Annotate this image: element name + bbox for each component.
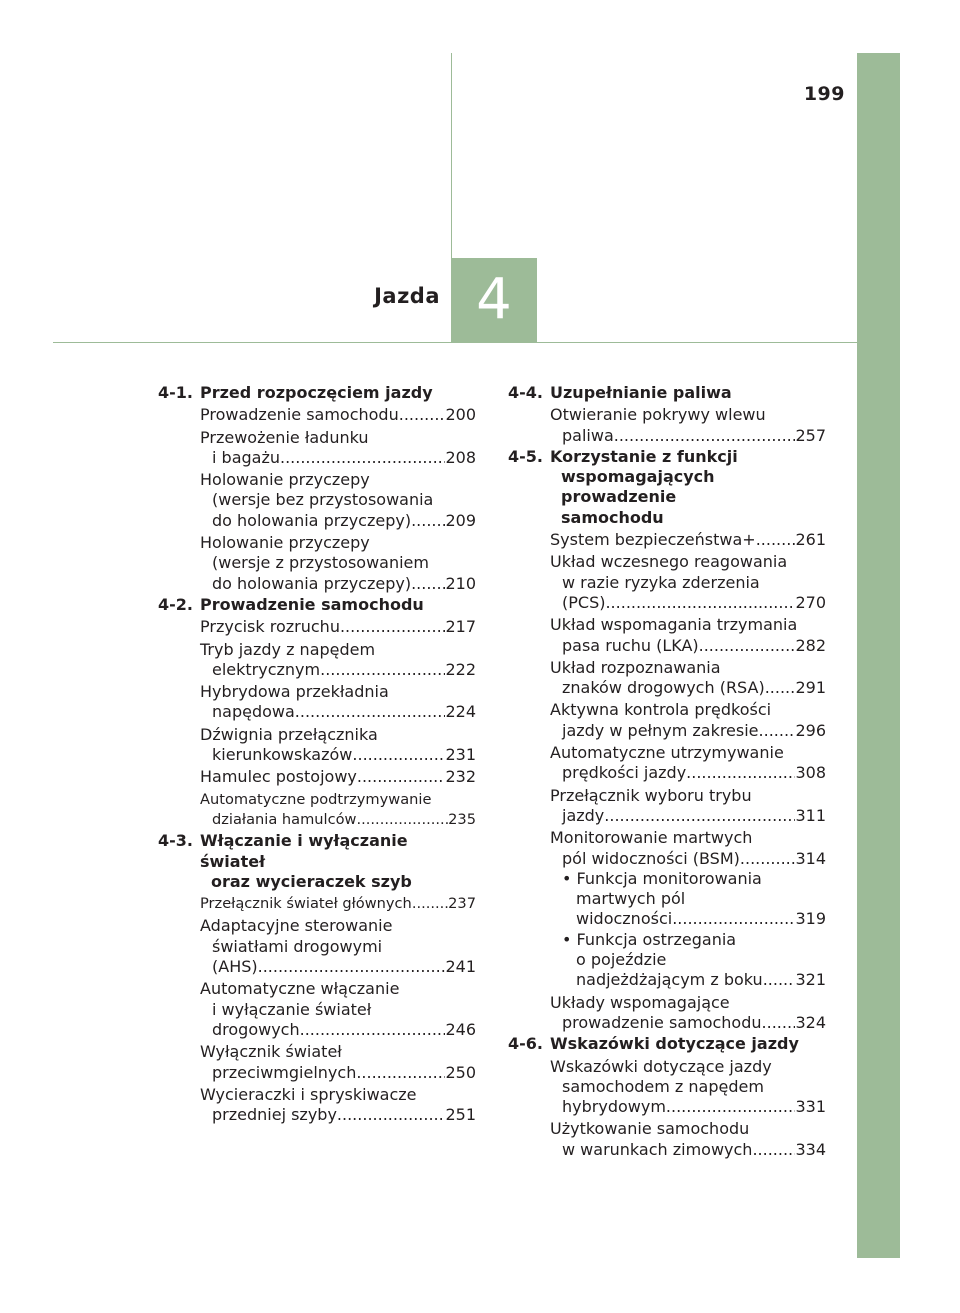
entry-title-line: znaków drogowych (RSA) (562, 678, 765, 698)
entry-title-line: i bagażu (212, 447, 280, 467)
entry-last-line (200, 810, 476, 830)
section-title-line: Uzupełnianie paliwa (550, 383, 732, 402)
entry-title-line: Przewożenie ładunku (200, 427, 369, 447)
entry-page-number: 200 (445, 405, 476, 425)
entry-last-line (550, 849, 826, 869)
dot-leader (686, 763, 795, 783)
entry-title-line: Układ wczesnego reagowania (550, 552, 788, 572)
dot-leader (605, 593, 795, 613)
dot-leader (763, 970, 796, 990)
entry-title-line: • Funkcja ostrzegania (562, 929, 737, 949)
toc-entry[interactable] (200, 682, 476, 723)
entry-last-line (200, 511, 476, 531)
entry-title-line: Przełącznik świateł głównych (200, 895, 412, 913)
entry-page-number: 296 (795, 720, 826, 740)
entry-page-number: 209 (445, 510, 476, 530)
toc-section-heading (158, 383, 476, 403)
toc-entry[interactable] (200, 1042, 476, 1083)
entry-page-number: 282 (795, 635, 826, 655)
entry-last-line (550, 593, 826, 613)
entry-title-line: Układy wspomagające (550, 992, 730, 1012)
entry-last-line (550, 909, 826, 929)
chapter-number-badge: 4 (451, 258, 537, 342)
entry-last-line (200, 405, 476, 425)
entry-title-line: w warunkach zimowych (562, 1139, 753, 1159)
entry-title-line: jazdy (562, 805, 605, 825)
entry-title-line: jazdy w pełnym zakresie (562, 720, 759, 740)
entry-last-line (550, 426, 826, 446)
toc-entry[interactable] (200, 894, 476, 914)
section-number: 4-1. (158, 383, 193, 402)
entry-last-line (200, 894, 476, 914)
dot-leader (337, 1105, 446, 1125)
entry-title-line: napędowa (212, 702, 295, 722)
toc-section-heading (508, 383, 826, 403)
entry-title-line: Holowanie przyczepy (200, 470, 370, 490)
entry-page-number: 210 (445, 573, 476, 593)
section-title-line: Przed rozpoczęciem jazdy (200, 383, 433, 402)
entry-page-number: 261 (795, 530, 826, 550)
entry-last-line (200, 574, 476, 594)
chapter-side-tab (857, 53, 900, 1258)
section-title-line: Wskazówki dotyczące jazdy (550, 1034, 799, 1054)
entry-title-line: Przełącznik wyboru trybu (550, 785, 752, 805)
entry-title-line: Holowanie przyczepy (200, 533, 370, 553)
dot-leader (399, 405, 446, 425)
entry-page-number: 321 (795, 970, 826, 990)
dot-leader (699, 636, 796, 656)
toc-entry[interactable] (200, 470, 476, 531)
toc-entry[interactable] (200, 767, 476, 787)
entry-title-line: drogowych (212, 1019, 300, 1039)
toc-entry[interactable] (550, 552, 826, 613)
section-number: 4-5. (508, 446, 543, 466)
dot-leader (357, 810, 449, 830)
entry-title-line: martwych pól (576, 889, 686, 909)
toc-entry[interactable] (200, 405, 476, 425)
entry-title-line: Układ wspomagania trzymania (550, 615, 798, 635)
entry-title-line: prowadzenie samochodu (562, 1012, 762, 1032)
entry-title-line: Tryb jazdy z napędem (200, 639, 376, 659)
toc-entry[interactable] (550, 405, 826, 446)
toc-entry[interactable] (200, 790, 476, 831)
entry-page-number: 237 (448, 895, 476, 913)
entry-last-line (200, 617, 476, 637)
entry-page-number: 217 (445, 617, 476, 637)
dot-leader (411, 511, 445, 531)
entry-page-number: 257 (795, 425, 826, 445)
entry-page-number: 231 (445, 745, 476, 765)
entry-page-number: 222 (445, 659, 476, 679)
entry-title-line: widoczności (576, 909, 673, 929)
dot-leader (672, 909, 795, 929)
section-title-line: Prowadzenie samochodu (200, 594, 424, 614)
dot-leader (295, 702, 446, 722)
entry-title-line: • Funkcja monitorowania (562, 868, 762, 888)
dot-leader (759, 721, 796, 741)
toc-entry[interactable] (200, 533, 476, 594)
section-title-line: samochodu (561, 507, 664, 527)
entry-title-line: (PCS) (562, 592, 606, 612)
entry-title-line: przeciwmgielnych (212, 1062, 357, 1082)
toc-section-heading (508, 1034, 826, 1054)
entry-page-number: 208 (445, 447, 476, 467)
entry-title-line: do holowania przyczepy) (212, 573, 412, 593)
section-number: 4-2. (158, 594, 193, 614)
entry-title-line: przedniej szyby (212, 1105, 337, 1125)
entry-title-line: (wersje bez przystosowania (212, 490, 434, 510)
entry-title-line: Przycisk rozruchu (200, 617, 340, 637)
entry-title-line: o pojeździe (576, 950, 667, 970)
toc-entry[interactable] (200, 916, 476, 977)
entry-last-line (200, 448, 476, 468)
entry-last-line (550, 530, 826, 550)
entry-title-line: (AHS) (212, 957, 258, 977)
entry-title-line: i wyłączanie świateł (212, 999, 372, 1019)
entry-last-line (200, 957, 476, 977)
entry-title-line: Adaptacyjne sterowanie (200, 916, 393, 936)
dot-leader (352, 745, 445, 765)
toc-entry[interactable] (200, 428, 476, 469)
entry-last-line (200, 1105, 476, 1125)
entry-last-line (200, 1063, 476, 1083)
entry-title-line: Hybrydowa przekładnia (200, 682, 389, 702)
dot-leader (320, 660, 445, 680)
section-number: 4-3. (158, 831, 193, 851)
toc-right-column (508, 382, 826, 1160)
entry-title-line: Hamulec postojowy (200, 767, 357, 787)
entry-title-line: światłami drogowymi (212, 936, 383, 956)
entry-last-line (550, 970, 826, 990)
toc-entry[interactable] (550, 993, 826, 1034)
entry-title-line: kierunkowskazów (212, 745, 353, 765)
entry-last-line (550, 721, 826, 741)
entry-last-line (550, 1097, 826, 1117)
entry-page-number: 324 (795, 1012, 826, 1032)
entry-title-line: Układ rozpoznawania (550, 657, 721, 677)
toc-section-heading (158, 595, 476, 615)
toc-entry[interactable] (550, 743, 826, 784)
entry-title-line: (wersje z przystosowaniem (212, 553, 429, 573)
dot-leader (752, 1140, 795, 1160)
toc-entry[interactable] (550, 530, 826, 550)
toc-section-heading (158, 831, 476, 892)
section-title-line: Włączanie i wyłączanie świateł (200, 831, 408, 871)
entry-page-number: 251 (445, 1105, 476, 1125)
page-number: 199 (803, 83, 845, 105)
entry-title-line: pól widoczności (BSM) (562, 848, 740, 868)
toc-entry[interactable] (200, 1085, 476, 1126)
dot-leader (666, 1097, 796, 1117)
toc-sub-entry[interactable] (550, 930, 826, 991)
entry-last-line (550, 806, 826, 826)
entry-last-line (200, 702, 476, 722)
dot-leader (412, 894, 448, 914)
toc-entry[interactable] (550, 658, 826, 699)
entry-last-line (550, 763, 826, 783)
entry-last-line (200, 660, 476, 680)
entry-page-number: 291 (795, 678, 826, 698)
toc-entry[interactable] (200, 979, 476, 1040)
dot-leader (258, 957, 446, 977)
entry-last-line (550, 678, 826, 698)
entry-last-line (550, 636, 826, 656)
entry-title-line: Wycieraczki i spryskiwacze (200, 1084, 417, 1104)
toc-left-column (158, 382, 476, 1125)
toc-entry[interactable] (200, 617, 476, 637)
entry-title-line: Użytkowanie samochodu (550, 1119, 750, 1139)
entry-page-number: 232 (445, 767, 476, 787)
entry-title-line: Aktywna kontrola prędkości (550, 700, 772, 720)
dot-leader (756, 530, 796, 550)
entry-last-line (200, 1020, 476, 1040)
section-number: 4-4. (508, 383, 543, 402)
entry-title-line: elektrycznym (212, 659, 321, 679)
entry-title-line: Automatyczne utrzymywanie (550, 743, 784, 763)
dot-leader (604, 806, 795, 826)
toc-entry[interactable] (550, 615, 826, 656)
chapter-title: Jazda (374, 284, 440, 308)
section-title-line: oraz wycieraczek szyb (211, 871, 412, 891)
toc-section-heading (508, 447, 826, 528)
entry-title-line: samochodem z napędem (562, 1076, 764, 1096)
dot-leader (765, 678, 796, 698)
toc-entry[interactable] (550, 700, 826, 741)
entry-title-line: Otwieranie pokrywy wlewu (550, 405, 766, 425)
entry-page-number: 311 (795, 805, 826, 825)
entry-last-line (200, 745, 476, 765)
dot-leader (740, 849, 796, 869)
section-title-line: wspomagających prowadzenie (561, 467, 715, 507)
entry-page-number: 235 (448, 810, 476, 828)
entry-title-line: w razie ryzyka zderzenia (562, 572, 760, 592)
toc-entry[interactable] (200, 640, 476, 681)
entry-title-line: Automatyczne włączanie (200, 979, 400, 999)
section-number: 4-6. (508, 1034, 543, 1054)
entry-last-line (200, 767, 476, 787)
dot-leader (411, 574, 445, 594)
section-title-line: Korzystanie z funkcji (550, 446, 738, 466)
dot-leader (356, 1063, 445, 1083)
entry-title-line: do holowania przyczepy) (212, 510, 412, 530)
dot-leader (340, 617, 446, 637)
entry-page-number: 331 (795, 1097, 826, 1117)
dot-leader (300, 1020, 446, 1040)
entry-last-line (550, 1140, 826, 1160)
entry-title-line: System bezpieczeństwa+ (550, 530, 756, 550)
entry-title-line: paliwa (562, 425, 614, 445)
entry-page-number: 224 (445, 702, 476, 722)
entry-title-line: hybrydowym (562, 1097, 666, 1117)
entry-title-line: działania hamulców (212, 810, 357, 828)
entry-last-line (550, 1013, 826, 1033)
dot-leader (614, 426, 796, 446)
entry-title-line: pasa ruchu (LKA) (562, 635, 699, 655)
header-divider-vertical (451, 53, 452, 258)
entry-page-number: 270 (795, 592, 826, 612)
dot-leader (280, 448, 445, 468)
entry-page-number: 241 (445, 957, 476, 977)
entry-page-number: 246 (445, 1019, 476, 1039)
toc-entry[interactable] (550, 786, 826, 827)
entry-page-number: 250 (445, 1062, 476, 1082)
dot-leader (357, 767, 446, 787)
entry-title-line: Prowadzenie samochodu (200, 405, 399, 425)
entry-title-line: prędkości jazdy (562, 763, 687, 783)
entry-title-line: Dźwignia przełącznika (200, 724, 378, 744)
entry-title-line: Automatyczne podtrzymywanie (200, 790, 432, 808)
entry-page-number: 308 (795, 763, 826, 783)
toc-entry[interactable] (550, 1057, 826, 1118)
toc-entry[interactable] (550, 828, 826, 869)
entry-title-line: nadjeżdżającym z boku (576, 970, 763, 990)
header-divider-horizontal (53, 342, 858, 343)
toc-entry[interactable] (200, 725, 476, 766)
entry-title-line: Monitorowanie martwych (550, 828, 753, 848)
entry-page-number: 334 (795, 1139, 826, 1159)
toc-entry[interactable] (550, 1119, 826, 1160)
entry-title-line: Wskazówki dotyczące jazdy (550, 1056, 772, 1076)
toc-sub-entry[interactable] (550, 869, 826, 930)
entry-page-number: 319 (795, 909, 826, 929)
dot-leader (762, 1013, 796, 1033)
entry-title-line: Wyłącznik świateł (200, 1042, 342, 1062)
entry-page-number: 314 (795, 848, 826, 868)
